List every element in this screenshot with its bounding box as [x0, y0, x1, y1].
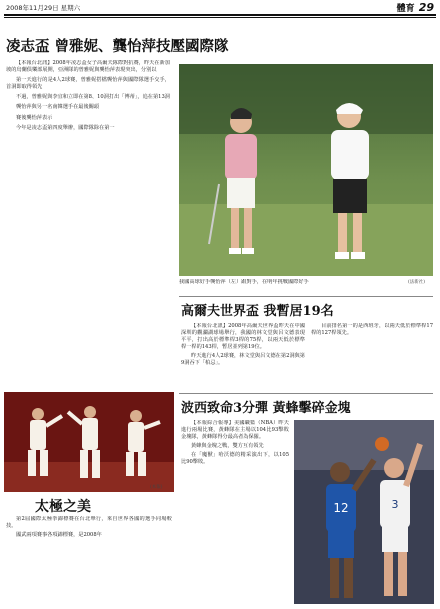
golf-photo-caption: 我國高球好手龔怡萍（左）跟對手，在明年挑戰國際好手: [179, 279, 309, 285]
golfers-photo: [179, 64, 433, 276]
article3-paragraph: 黃蜂與金塊之戰，雙方互有領先: [191, 443, 264, 450]
taichi-photo: [4, 392, 174, 492]
svg-text:12: 12: [333, 501, 349, 515]
article3-paragraph: 在「魔獸」哈沃德的精采演出下，以105比90擊敗。: [181, 452, 289, 466]
section-header: [397, 1, 434, 14]
sidebar-paragraph: 國武兩項賽事各項錦標賽，是2008年: [16, 532, 102, 539]
article1-paragraph: 今年是凌志盃第四度舉辦，國際隊除在第一: [16, 124, 115, 131]
article3-headline: 波西致命3分彈 黃蜂擊碎金塊: [181, 401, 351, 416]
header-rule-thin: [4, 17, 436, 18]
article2-paragraph: 昨天進行4人2球賽，林文堂與呂文德在第2洞與第9洞吞下「柏忌」。: [181, 353, 305, 367]
article2-body-col1: [181, 323, 305, 389]
header-rule: [4, 14, 436, 16]
sidebar-paragraph: 第2屆國際太極拳錦標賽在台北舉行，來自世界各國的選手同場較技。: [6, 516, 172, 530]
article1-paragraph: 賽後龔怡萍表示: [16, 114, 53, 121]
article1-paragraph: 龔怡萍與另一名南韓選手在最後關頭: [16, 104, 100, 111]
article3-body: [181, 420, 289, 606]
sidebar-title: 太極之美: [35, 499, 91, 515]
golf-photo-credit: (法新社): [408, 280, 426, 285]
svg-text:3: 3: [391, 498, 399, 511]
article1-body: [6, 60, 170, 390]
article2-body-col2: [311, 323, 433, 389]
article1-paragraph: 第一天進行的是4人2球賽，曾雅妮搭檔龔怡萍與國際隊選手交手，首洞即取得領先: [6, 77, 170, 91]
section-divider: [179, 296, 433, 297]
section-name: 體育: [396, 4, 415, 14]
issue-date: 2008年11月29日 星期六: [6, 4, 81, 12]
basketball: [375, 437, 389, 451]
article1-paragraph: 【本報台北訊】2008年凌志盃女子高爾夫隊際對抗賽，昨天在新加坡的烏蘭俱樂部展開，亞洲隊的曾雅妮與龔怡萍表現突出，分別以: [6, 60, 170, 74]
article2-paragraph: 目前排名第一的是西班牙，以兩天低於標準桿17桿的127桿領先。: [311, 323, 433, 337]
article1-headline: 凌志盃 曾雅妮、龔怡萍技壓國際隊: [6, 38, 229, 55]
section-divider: [179, 393, 433, 394]
article3-paragraph: 【本報綜合報導】美國職籃（NBA）昨天進行兩場比賽，黃蜂隊在主場以104比93擊敗金塊隊，黃蜂隊得分最高者為保羅。: [181, 420, 289, 441]
article2-paragraph: 【本報台北訊】2008年高爾夫世界盃昨天在中國深圳的觀瀾湖球場舉行，我國的林文堂與呂文德表現平平，打出高於標準桿3桿的75桿，以兩天低於標準桿一桿的143桿，暫居並列第19位。: [181, 323, 305, 351]
taichi-photo-credit: (本報): [150, 485, 163, 490]
basketball-photo: [294, 420, 434, 604]
article1-paragraph: 不過，曾雅妮與李宜和立即在第8、10洞打出「博蒂」，追在第13洞: [16, 94, 170, 101]
page-number: 29: [418, 1, 434, 14]
sidebar-body: [6, 516, 172, 606]
article2-headline: 高爾夫世界盃 我暫居19名: [181, 304, 334, 319]
